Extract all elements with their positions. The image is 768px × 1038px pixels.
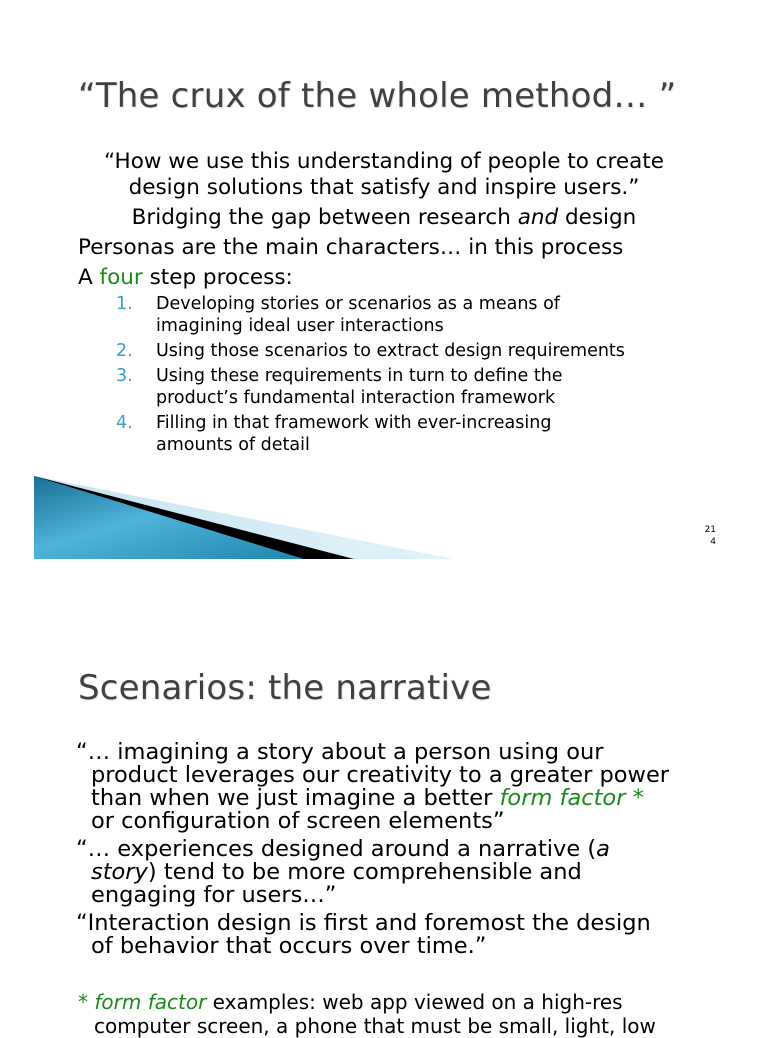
footnote-star: * [78, 990, 95, 1014]
footnote-text: examples: web app viewed on a high-res [206, 990, 623, 1014]
quote1 [76, 741, 669, 833]
slide1-title: “The crux of the whole method… ” [78, 76, 677, 116]
list-item [116, 365, 625, 409]
step-number: 3. [116, 366, 133, 386]
step-number: 1. [116, 294, 133, 314]
quote1-line1: “… imagining a story about a person using our [76, 739, 604, 765]
quote3 [76, 912, 651, 958]
step-number: 2. [116, 341, 133, 361]
footnote-term: form factor [94, 990, 207, 1014]
footnote [78, 990, 656, 1038]
quote2-line1-text: “… experiences designed around a narrative ( [76, 836, 597, 862]
page-number [700, 524, 716, 548]
step-text-line1: Using those scenarios to extract design requirements [156, 341, 625, 361]
quote2-line2 [76, 861, 610, 884]
steps-list [116, 293, 625, 459]
page-number-line1: 21 [704, 525, 716, 535]
quote1-line4: or configuration of screen elements” [91, 808, 505, 834]
quote2-italic-story: story [91, 859, 148, 885]
step-text-line1: Developing stories or scenarios as a means of [156, 294, 560, 314]
quote2-italic-a: a [596, 836, 610, 862]
slide2-title: Scenarios: the narrative [78, 668, 492, 708]
page-number-line2: 4 [710, 537, 716, 547]
bridging-post: design [558, 205, 637, 230]
quote-line-2: design solutions that satisfy and inspire users.” [128, 175, 640, 200]
process-line [78, 265, 293, 291]
process-pre: A [78, 265, 100, 290]
bridging-line [60, 205, 708, 231]
quote2-line2-text: ) tend to be more comprehensible and [147, 859, 582, 885]
quote2-line1 [76, 838, 610, 861]
step-text-line1: Filling in that framework with ever-increasing [156, 413, 552, 433]
quote1-line3 [76, 787, 669, 810]
step-number: 4. [116, 413, 133, 433]
list-item [116, 293, 625, 337]
form-factor-term: form factor * [499, 785, 644, 811]
quote3-line2: of behavior that occurs over time.” [91, 933, 487, 959]
quote3-line1: “Interaction design is first and foremost the design [76, 910, 651, 936]
bridging-pre: Bridging the gap between research [131, 205, 518, 230]
step-text-line2: product’s fundamental interaction framework [156, 388, 556, 408]
quote2-line3: engaging for users…” [91, 882, 337, 908]
process-four: four [99, 265, 143, 290]
quote2 [76, 838, 610, 907]
personas-line: Personas are the main characters… in this process [78, 235, 624, 260]
step-text-line2: imagining ideal user interactions [156, 316, 444, 336]
quote-line-1: “How we use this understanding of people to create [104, 149, 664, 174]
step-text-line1: Using these requirements in turn to define the [156, 366, 563, 386]
quote1-line3-text: than when we just imagine a better [91, 785, 500, 811]
list-item [116, 340, 625, 362]
bridging-and: and [517, 205, 559, 230]
decorative-banner [34, 474, 454, 562]
footnote-line2: computer screen, a phone that must be small, light, low [94, 1014, 656, 1038]
quote1-line2: product leverages our creativity to a greater power [91, 762, 670, 788]
process-post: step process: [142, 265, 293, 290]
list-item [116, 412, 625, 456]
step-text-line2: amounts of detail [156, 435, 310, 455]
footnote-line1 [78, 990, 656, 1014]
